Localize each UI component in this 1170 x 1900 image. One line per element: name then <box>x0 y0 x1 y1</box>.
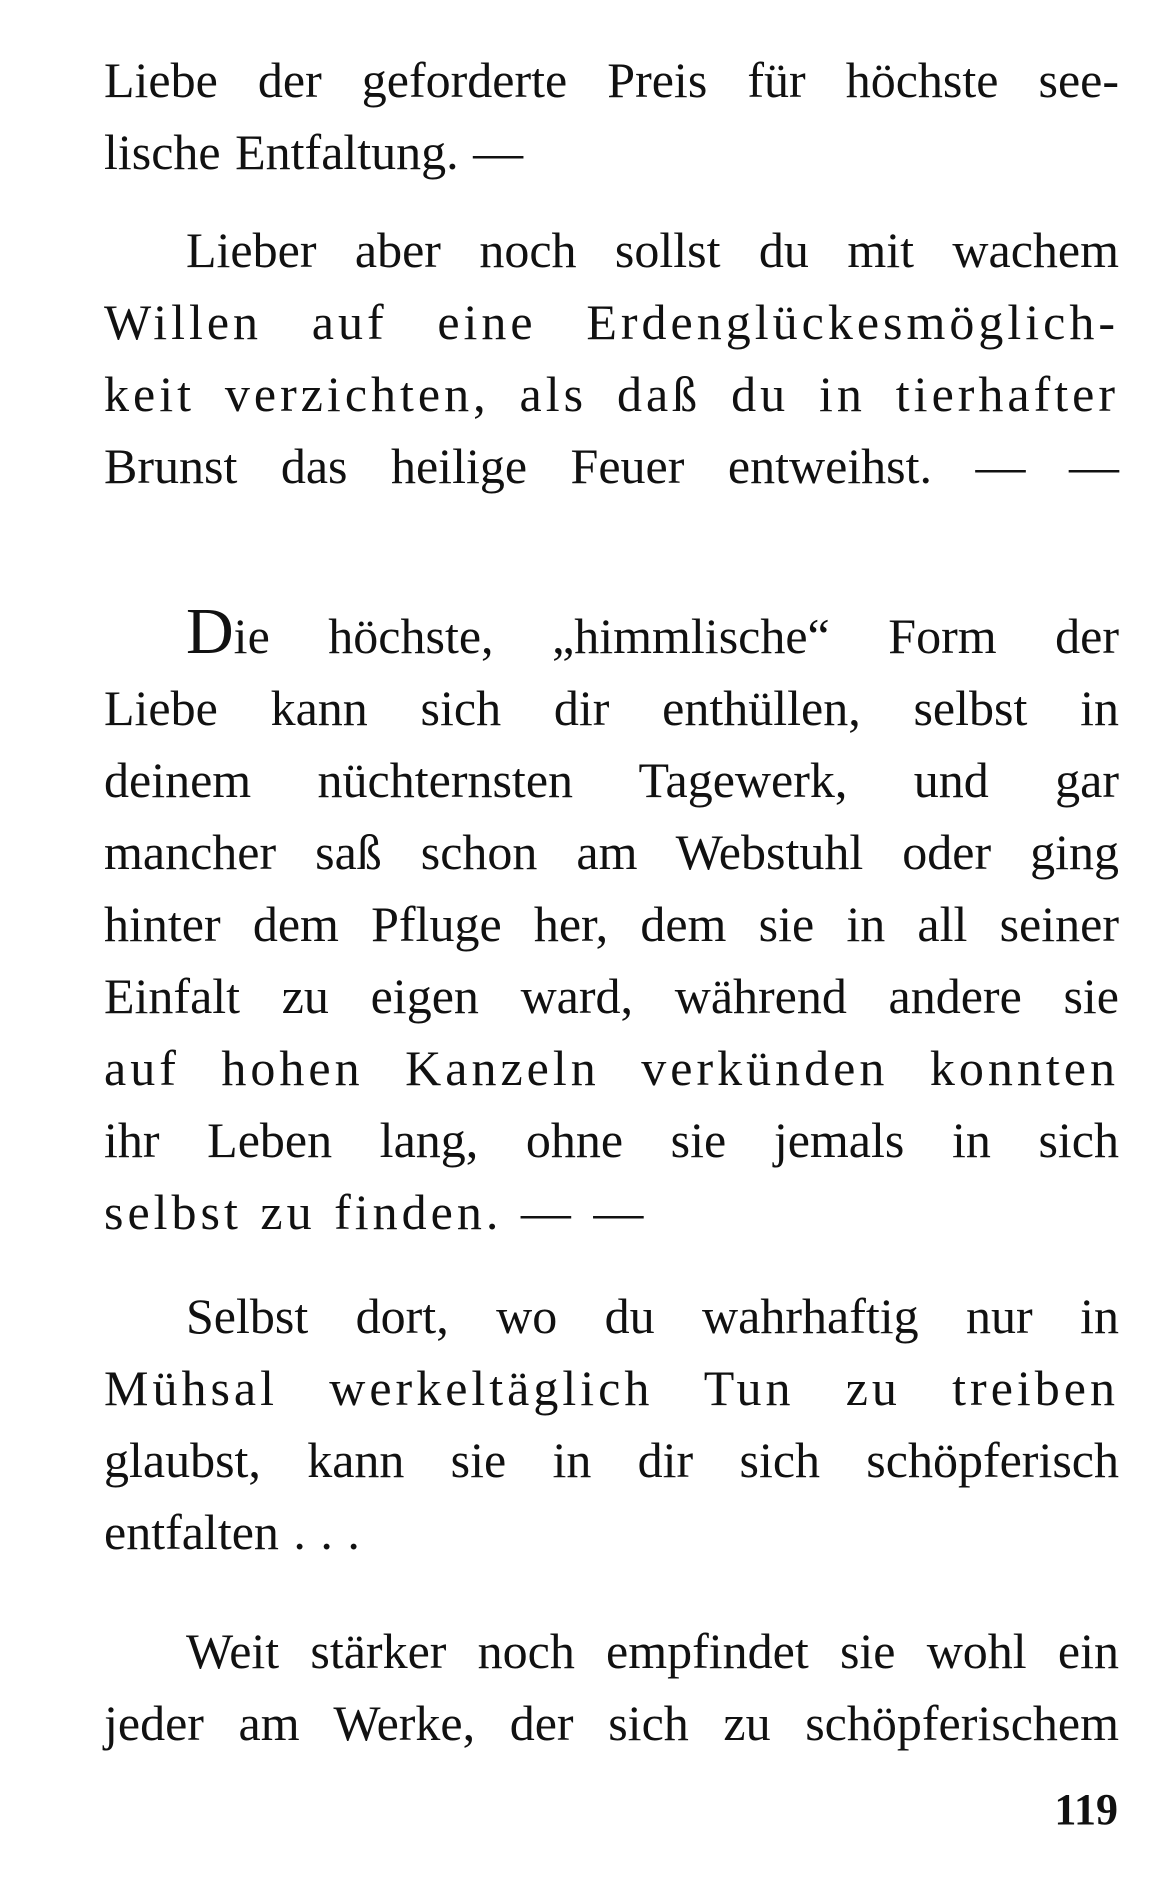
text-line: entfalten . . . <box>104 1504 360 1560</box>
text-line: Liebe kann sich dir enthüllen, selbst in <box>104 680 1119 736</box>
text-line: glaubst, kann sie in dir sich schöpferisch <box>104 1432 1119 1488</box>
paragraph-4 <box>104 1280 1119 1568</box>
text-line: Selbst dort, wo du wahrhaftig nur in <box>186 1288 1119 1344</box>
text-line-with-dropcap <box>104 595 1119 672</box>
page-number: 119 <box>1054 1785 1118 1834</box>
text-line: Weit stärker noch empfindet sie wohl ein <box>186 1623 1119 1679</box>
text-line: Einfalt zu eigen ward, während andere sie <box>104 968 1119 1024</box>
text-line: selbst zu finden. — — <box>104 1184 648 1240</box>
text-line: keit verzichten, als daß du in tierhafter <box>104 366 1119 422</box>
text-line: Liebe der geforderte Preis für höchste see- <box>104 52 1119 108</box>
text-line: jeder am Werke, der sich zu schöpferischem <box>104 1695 1119 1751</box>
text-line: lische Entfaltung. — <box>104 124 524 180</box>
text-line-rest: ie höchste, „himmlische“ Form der <box>233 608 1119 664</box>
text-line: hinter dem Pfluge her, dem sie in all seiner <box>104 896 1119 952</box>
text-line: auf hohen Kanzeln verkünden konnten <box>104 1040 1119 1096</box>
text-line: Willen auf eine Erdenglückesmöglich- <box>104 294 1119 350</box>
text-line: ihr Leben lang, ohne sie jemals in sich <box>104 1112 1119 1168</box>
text-line: mancher saß schon am Webstuhl oder ging <box>104 824 1119 880</box>
paragraph-5 <box>104 1615 1119 1759</box>
paragraph-3 <box>104 595 1119 1248</box>
drop-cap-letter: D <box>186 595 234 668</box>
text-line: deinem nüchternsten Tagewerk, und gar <box>104 752 1119 808</box>
paragraph-2 <box>104 214 1119 502</box>
paragraph-1 <box>104 44 1119 188</box>
text-line: Brunst das heilige Feuer entweihst. — — <box>104 438 1119 494</box>
text-line: Lieber aber noch sollst du mit wachem <box>186 222 1119 278</box>
text-line: Mühsal werkeltäglich Tun zu treiben <box>104 1360 1119 1416</box>
